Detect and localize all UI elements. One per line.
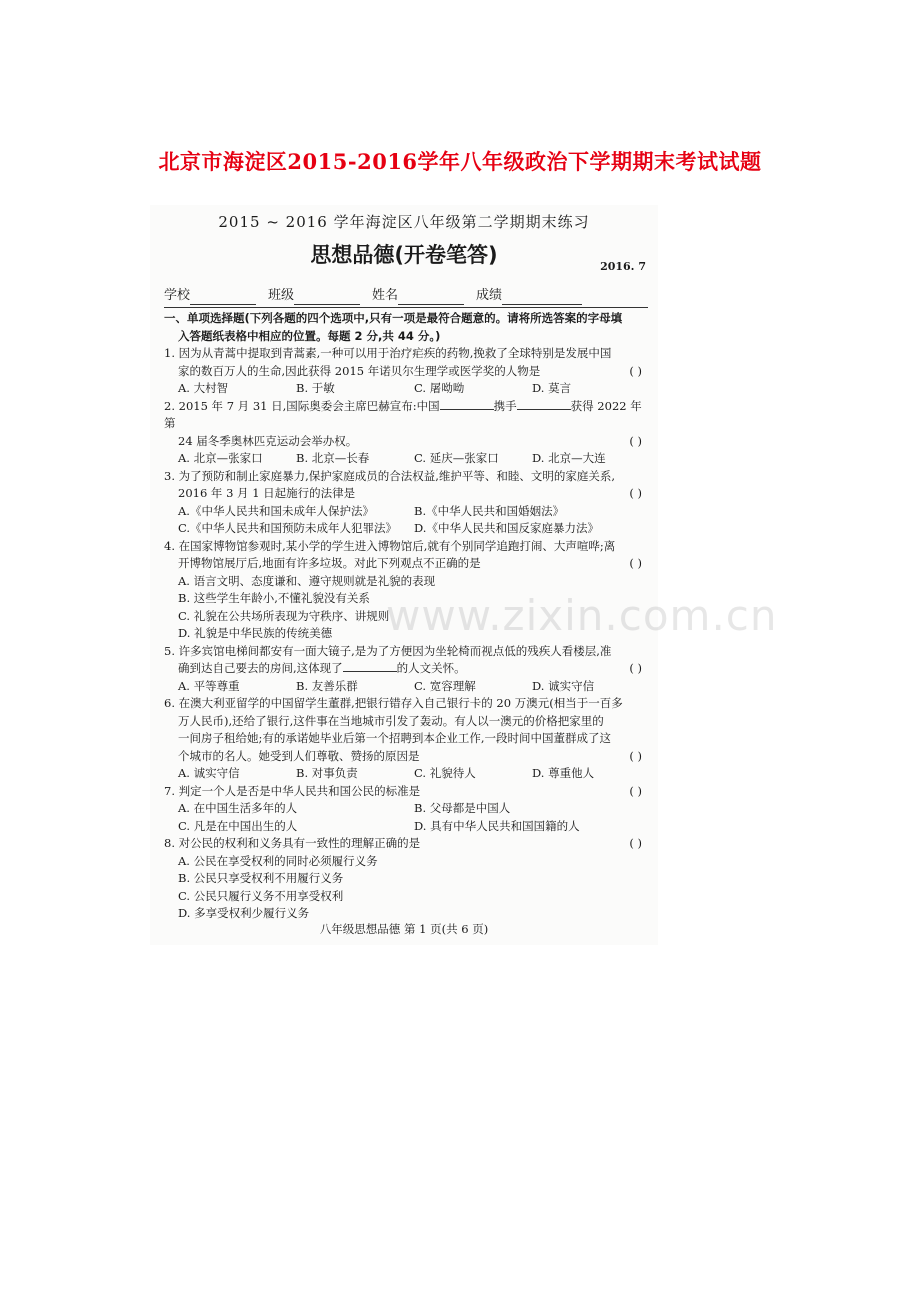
instructions-line-2: 入答题纸表格中相应的位置。每题 2 分,共 44 分。) xyxy=(178,329,441,343)
option-c: C. 屠呦呦 xyxy=(414,381,465,395)
question-5-options xyxy=(164,678,648,696)
answer-paren: ( ) xyxy=(629,836,642,850)
exam-date: 2016. 7 xyxy=(600,260,646,273)
instructions-line-1: 一、单项选择题(下列各题的四个选项中,只有一项是最符合题意的。请将所选答案的字母填 xyxy=(164,311,623,325)
option-d: D. 诚实守信 xyxy=(532,678,595,693)
fill-blank xyxy=(517,399,571,410)
question-8 xyxy=(164,835,648,923)
option-a: A. 在中国生活多年的人 xyxy=(178,801,298,815)
question-6-line-2: 万人民币),还给了银行,这件事在当地城市引发了轰动。有人以一澳元的价格把家里的 xyxy=(178,713,604,728)
option-c: C. 礼貌待人 xyxy=(414,766,476,780)
question-6-line-4 xyxy=(164,748,648,766)
page-footer: 八年级思想品德 第 1 页(共 6 页) xyxy=(319,922,489,936)
question-5 xyxy=(164,643,648,696)
option-d: D. 具有中华人民共和国国籍的人 xyxy=(414,818,580,833)
option-a: A. 大村智 xyxy=(178,381,229,395)
question-1-line-2-text: 家的数百万人的生命,因此获得 2015 年诺贝尔生理学或医学奖的人物是 xyxy=(178,363,541,378)
student-info-row xyxy=(164,287,648,305)
field-class-label: 班级 xyxy=(268,288,295,303)
answer-paren: ( ) xyxy=(629,783,642,798)
question-1 xyxy=(164,345,648,398)
option-b: B. 对事负责 xyxy=(296,766,358,780)
option-a: A. 公民在享受权利的同时必须履行义务 xyxy=(178,853,378,868)
question-5-line-1: 5. 许多宾馆电梯间都安有一面大镜子,是为了方便因为坐轮椅而视点低的残疾人看楼层,准 xyxy=(164,643,612,658)
field-score-blank xyxy=(502,292,582,305)
question-5-line-2 xyxy=(164,660,648,678)
option-c: C. 礼貌在公共场所表现为守秩序、讲规则 xyxy=(178,608,390,623)
field-school-label: 学校 xyxy=(164,288,191,303)
question-4-line-1: 4. 在国家博物馆参观时,某小学的学生进入博物馆后,就有个别同学追跑打闹、大声喧哗;离 xyxy=(164,538,616,553)
question-2-line-2 xyxy=(164,433,648,451)
question-2-text-c: 获得 2022 年第 xyxy=(164,398,642,430)
option-d: D.《中华人民共和国反家庭暴力法》 xyxy=(414,521,599,535)
question-2 xyxy=(164,398,648,468)
question-6-line-3: 一间房子租给她;有的承诺她毕业后第一个招聘到本企业工作,一段时间中国董群成了这 xyxy=(178,731,612,745)
question-7-line-1-text: 7. 判定一个人是否是中华人民共和国公民的标准是 xyxy=(164,783,421,798)
question-2-text-a: 2. 2015 年 7 月 31 日,国际奥委会主席巴赫宣布:中国 xyxy=(164,398,440,413)
answer-paren: ( ) xyxy=(629,661,642,675)
question-1-line-2 xyxy=(164,363,648,381)
question-6-line-4-text: 个城市的名人。她受到人们尊敬、赞扬的原因是 xyxy=(178,748,420,763)
question-8-line-1-text: 8. 对公民的权利和义务具有一致性的理解正确的是 xyxy=(164,836,421,850)
option-a: A. 平等尊重 xyxy=(178,678,240,693)
option-b: B. 这些学生年龄小,不懂礼貌没有关系 xyxy=(178,591,370,605)
exam-header: 2015 ~ 2016 学年海淀区八年级第二学期期末练习 xyxy=(218,213,590,231)
answer-paren: ( ) xyxy=(629,363,642,378)
fill-blank xyxy=(343,661,397,672)
question-2-line-1 xyxy=(164,398,648,433)
watermark: www.zixin.com.cn xyxy=(386,591,778,640)
exam-subject: 思想品德(开卷笔答) xyxy=(310,243,498,267)
answer-paren: ( ) xyxy=(629,486,642,500)
question-3-line-1: 3. 为了预防和制止家庭暴力,保护家庭成员的合法权益,维护平等、和睦、文明的家庭关系, xyxy=(164,468,616,483)
option-b: B. 父母都是中国人 xyxy=(414,801,511,815)
question-1-line-1: 1. 因为从青蒿中提取到青蒿素,一种可以用于治疗疟疾的药物,挽救了全球特别是发展中国 xyxy=(164,346,612,360)
question-2-text-b: 携手 xyxy=(493,398,517,413)
question-8-line-1 xyxy=(164,835,648,853)
question-4-line-2-text: 开博物馆展厅后,地面有许多垃圾。对此下列观点不正确的是 xyxy=(178,556,481,570)
option-d: D. 北京—大连 xyxy=(532,451,606,465)
field-score-label: 成绩 xyxy=(476,288,503,303)
question-1-options xyxy=(164,380,648,398)
option-c: C.《中华人民共和国预防未成年人犯罪法》 xyxy=(178,521,398,535)
header-divider xyxy=(164,307,648,308)
document-title: 北京市海淀区2015-2016学年八年级政治下学期期末考试试题 xyxy=(158,149,762,174)
question-6 xyxy=(164,695,648,783)
question-3-options-row-2 xyxy=(164,520,648,538)
option-d: D. 莫言 xyxy=(532,381,572,395)
option-c: C. 延庆—张家口 xyxy=(414,451,499,465)
option-a: A. 北京—张家口 xyxy=(178,451,263,465)
option-c: C. 凡是在中国出生的人 xyxy=(178,818,298,833)
question-5-text-b: 的人文关怀。 xyxy=(396,661,466,675)
option-a: A. 语言文明、态度谦和、遵守规则就是礼貌的表现 xyxy=(178,573,436,588)
question-7-options-row-2 xyxy=(164,818,648,836)
field-name-blank xyxy=(398,292,464,305)
question-6-line-1: 6. 在澳大利亚留学的中国留学生董群,把银行错存入自己银行卡的 20 万澳元(相当于一百多 xyxy=(164,696,623,710)
scanned-exam-page xyxy=(150,205,778,945)
option-c: C. 公民只履行义务不用享受权利 xyxy=(178,888,344,903)
option-d: D. 多享受权利少履行义务 xyxy=(178,906,310,920)
answer-paren: ( ) xyxy=(629,556,642,570)
option-b: B. 公民只享受权利不用履行义务 xyxy=(178,871,344,885)
question-3-line-2 xyxy=(164,485,648,503)
option-a: A. 诚实守信 xyxy=(178,766,240,780)
question-6-options xyxy=(164,765,648,783)
question-4-line-2 xyxy=(164,555,648,573)
question-7-line-1 xyxy=(164,783,648,801)
question-2-line-2-text: 24 届冬季奥林匹克运动会举办权。 xyxy=(178,433,358,448)
fill-blank xyxy=(440,399,494,410)
option-a: A.《中华人民共和国未成年人保护法》 xyxy=(178,503,374,518)
option-b: B. 北京—长春 xyxy=(296,451,370,465)
question-3 xyxy=(164,468,648,538)
answer-paren: ( ) xyxy=(629,748,642,763)
option-b: B. 于敏 xyxy=(296,381,335,395)
option-d: D. 尊重他人 xyxy=(532,766,595,780)
question-7-options-row-1 xyxy=(164,800,648,818)
field-class-blank xyxy=(294,292,360,305)
question-2-options xyxy=(164,450,648,468)
field-name-label: 姓名 xyxy=(372,288,399,303)
question-3-line-2-text: 2016 年 3 月 1 日起施行的法律是 xyxy=(178,486,356,500)
field-school-blank xyxy=(190,292,256,305)
option-d: D. 礼貌是中华民族的传统美德 xyxy=(178,626,333,640)
question-5-text-a: 确到达自己要去的房间,这体现了 xyxy=(178,661,343,675)
question-3-options-row-1 xyxy=(164,503,648,521)
answer-paren: ( ) xyxy=(629,433,642,448)
question-7 xyxy=(164,783,648,836)
option-b: B.《中华人民共和国婚姻法》 xyxy=(414,503,565,518)
section-instructions xyxy=(164,309,648,345)
option-c: C. 宽容理解 xyxy=(414,678,476,693)
option-b: B. 友善乐群 xyxy=(296,678,358,693)
